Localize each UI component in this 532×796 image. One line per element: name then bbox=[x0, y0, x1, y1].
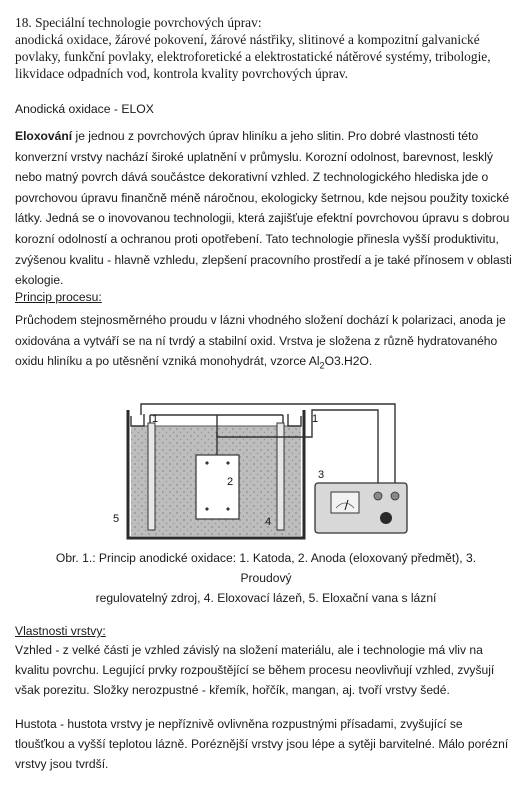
intro-line: látky. Jedná se o inovovanou technologii, která zajišťuje efektní povrchovou úpravu s dobrou bbox=[15, 211, 510, 226]
label-anode: 2 bbox=[227, 476, 234, 488]
label-bath: 4 bbox=[265, 516, 272, 528]
properties-line: kvalitu povrchu. Legující prvky rozpouštějící se během procesu neovlivňují vzhled, zvyšují bbox=[15, 663, 495, 677]
intro-line: zvýšenou kvalitu - hlavně vzhledu, zlepšení pracovního prostředí a je také přínosem v oblasti bbox=[15, 252, 512, 267]
density-line: tloušťkou a vyšší teplotou lázně. Poréznější vrstvy jsou lépe a sytěji barvitelné. Málo porézní bbox=[15, 737, 509, 751]
figure-caption bbox=[30, 548, 502, 608]
power-supply bbox=[315, 483, 407, 533]
density-paragraph bbox=[15, 714, 517, 774]
caption-line: regulovatelný zdroj, 4. Eloxovací lázeň, 5. Eloxační vana s lázní bbox=[95, 591, 437, 605]
label-power-supply: 3 bbox=[318, 469, 325, 481]
chapter-title: 18. Speciální technologie povrchových úprav: bbox=[15, 15, 262, 30]
chapter-topics-line: likvidace odpadních vod, kontrola kvality povrchových úprav. bbox=[15, 66, 349, 81]
density-line: Hustota - hustota vrstvy je nepříznivě ovlivněna rozpustnými přísadami, zvyšující se bbox=[15, 717, 463, 731]
properties-paragraph bbox=[15, 640, 517, 700]
cathode-left bbox=[148, 423, 155, 530]
intro-lead-term: Eloxování bbox=[15, 129, 73, 143]
intro-line: korozní odolností a ochranou proti opotřebení. Tato technologie přinesla vyšší produktivitu, bbox=[15, 231, 499, 246]
formula-subscript: 2 bbox=[319, 360, 325, 371]
intro-line: ekologie. bbox=[15, 273, 64, 288]
properties-heading: Vlastnosti vrstvy: bbox=[15, 624, 106, 638]
density-line: vrstvy jsou tvrdší. bbox=[15, 757, 109, 771]
label-tank: 5 bbox=[113, 513, 120, 525]
caption-line: Obr. 1.: Princip anodické oxidace: 1. Katoda, 2. Anoda (eloxovaný předmět), 3. Proudový bbox=[55, 551, 477, 585]
intro-line: nebo matný povrch dává součástce dekorativní vzhled. Z technologického hlediska jde o bbox=[15, 170, 489, 185]
section-title: Anodická oxidace - ELOX bbox=[15, 102, 154, 116]
intro-line: je jednou z povrchových úprav hliníku a jeho slitin. Pro dobré vlastnosti této bbox=[72, 129, 479, 143]
cathode-right bbox=[277, 423, 284, 530]
label-cathode-left: 1 bbox=[152, 413, 159, 425]
intro-line: konverzní vrstvy nachází široké uplatnění v průmyslu. Korozní odolnost, barevnost, lesklý bbox=[15, 149, 493, 164]
principle-line: oxidována a vytváří se na ní tvrdý a stabilní oxid. Vrstva je složena z různě hydratovaného bbox=[15, 333, 498, 348]
terminal-positive bbox=[391, 492, 399, 500]
principle-line: oxidu hliníku a po utěsnění vzniká monohydrát, vzorce Al bbox=[15, 354, 320, 369]
principle-line-end: O3.H2O. bbox=[324, 354, 373, 369]
chapter-topics-line: povlaky, funkční povlaky, elektroforetické a elektrostatické nátěrové systémy, tribologie, bbox=[15, 49, 491, 64]
regulator-knob bbox=[380, 512, 392, 524]
terminal-negative bbox=[374, 492, 382, 500]
label-cathode-right: 1 bbox=[312, 413, 319, 425]
properties-line: Vzhled - z velké části je vzhled závislý na složení materiálu, ale i technologie má vliv na bbox=[15, 643, 483, 657]
properties-line: však porezitu. Složky nerozpustné - křemík, hořčík, mangan, aj. tvoří vrstvy šedé. bbox=[15, 683, 450, 697]
principle-heading: Princip procesu: bbox=[15, 290, 102, 304]
intro-line: povrchovou úpravu finančně méně náročnou, ekologicky šetrnou, kde nejsou použity toxické bbox=[15, 190, 510, 205]
chapter-topics-line: anodická oxidace, žárové pokovení, žárové nástřiky, slitinové a kompozitní galvanické bbox=[15, 32, 480, 47]
principle-line: Průchodem stejnosměrného proudu v lázni vhodného složení dochází k polarizaci, anoda je bbox=[15, 313, 506, 327]
